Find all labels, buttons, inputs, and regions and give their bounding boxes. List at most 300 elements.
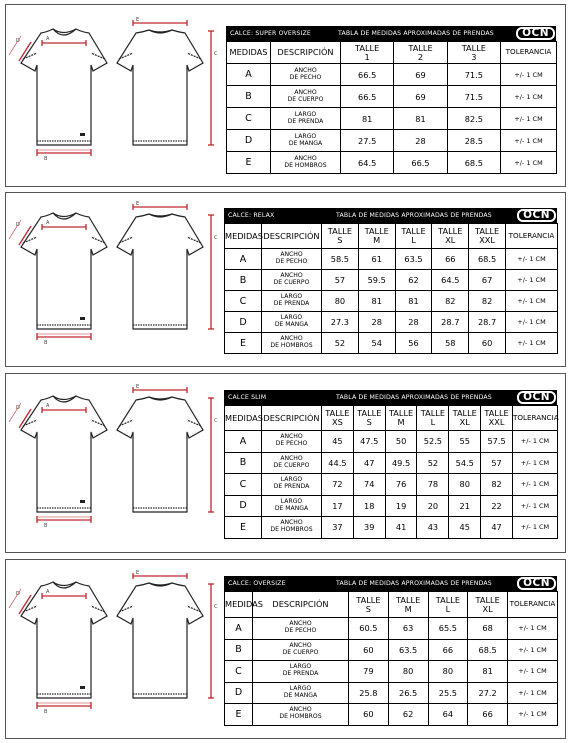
table-row: [225, 495, 558, 517]
diagram-label-b: B: [44, 339, 48, 346]
diagram-label-a: A: [46, 589, 50, 595]
measure-value: 22: [481, 495, 513, 517]
measure-description: [271, 64, 341, 86]
table-header-row: [225, 592, 558, 618]
size-label: XS: [332, 417, 343, 427]
diagram-label-e: E: [136, 200, 140, 207]
medidas-header: MEDIDAS: [225, 406, 262, 431]
talle-label: TALLE: [327, 226, 353, 237]
calce-label: CALCE: OVERSIZE: [228, 580, 286, 587]
calce-label: CALCE: RELAX: [228, 212, 275, 219]
tolerance-value: +/- 1 CM: [512, 495, 557, 517]
measure-description: [271, 108, 341, 130]
measure-value: 64: [428, 704, 468, 726]
measure-letter: A: [225, 431, 262, 453]
tolerance-value: +/- 1 CM: [512, 474, 557, 496]
measure-value: 28.5: [447, 130, 500, 152]
talle-label: TALLE: [357, 408, 382, 419]
tolerance-value: +/- 1 CM: [512, 452, 557, 474]
garment-diagrams: [6, 15, 221, 175]
size-header: [395, 224, 432, 249]
tolerance-value: +/- 1 CM: [500, 64, 556, 86]
diagram-label-a: A: [46, 35, 50, 42]
description-line-2: DE CUERPO: [273, 461, 310, 469]
measure-value: 28: [395, 312, 432, 333]
measure-letter: C: [225, 474, 262, 496]
size-header: [353, 406, 385, 431]
measure-value: 81: [341, 108, 394, 130]
table-header-row: [225, 224, 558, 249]
measure-value: 69: [394, 64, 447, 86]
size-label: 1: [364, 51, 370, 62]
measure-value: 81: [395, 291, 432, 312]
tolerance-value: +/- 1 CM: [505, 333, 557, 354]
measure-value: 68.5: [468, 639, 508, 661]
talle-label: TALLE: [364, 226, 389, 237]
size-header: [322, 224, 359, 249]
description-line-2: DE MANGA: [288, 139, 323, 147]
tolerance-value: +/- 1 CM: [512, 517, 557, 539]
measure-value: 81: [394, 108, 447, 130]
measure-value: 21: [449, 495, 481, 517]
measure-value: 52: [322, 333, 359, 354]
size-label: XL: [482, 603, 493, 614]
measure-value: 20: [417, 495, 449, 517]
table-header-bar: [224, 390, 557, 405]
measure-value: 47.5: [353, 431, 385, 453]
measure-value: 80: [322, 291, 359, 312]
measure-value: 63.5: [395, 249, 432, 270]
measure-value: 57: [481, 452, 513, 474]
size-table: [224, 591, 558, 726]
measure-value: 52: [417, 452, 449, 474]
talle-label: TALLE: [325, 408, 350, 419]
measure-letter: D: [227, 130, 271, 152]
measure-value: 45: [449, 517, 481, 539]
measure-value: 64.5: [432, 270, 469, 291]
measure-description: [271, 130, 341, 152]
measure-value: 57.5: [481, 431, 513, 453]
measure-value: 43: [417, 517, 449, 539]
measure-value: 68: [468, 618, 508, 640]
size-table: [224, 223, 558, 354]
measure-value: 50: [385, 431, 417, 453]
table-title: TABLA DE MEDIDAS APROXIMADAS DE PRENDAS: [336, 394, 492, 401]
diagram-label-a: A: [46, 219, 50, 226]
size-label: M: [404, 603, 412, 614]
measure-value: 66.5: [341, 86, 394, 108]
measure-value: 68.5: [469, 249, 506, 270]
tolerance-value: +/- 1 CM: [505, 312, 557, 333]
size-chart-panel: [5, 373, 566, 553]
measure-description: [262, 495, 322, 517]
measure-value: 65.5: [428, 618, 468, 640]
measure-value: 18: [353, 495, 385, 517]
measure-letter: B: [225, 639, 253, 661]
size-header: [417, 406, 449, 431]
diagram-label-c: C: [214, 418, 218, 424]
table-header-bar: [224, 208, 557, 223]
descripcion-header: DESCRIPCIÓN: [253, 592, 349, 618]
measure-letter: D: [225, 495, 262, 517]
size-label: S: [337, 235, 343, 245]
talle-label: TALLE: [484, 408, 509, 419]
ocn-logo: OCN: [517, 209, 556, 222]
talle-label: TALLE: [388, 408, 414, 419]
measure-letter: D: [225, 682, 253, 704]
talle-label: TALLE: [474, 226, 500, 237]
medidas-header: MEDIDAS: [227, 42, 271, 64]
measure-description: [262, 270, 322, 291]
description-line-1: LARGO: [294, 132, 317, 140]
size-table-block: [226, 26, 556, 174]
measure-description: [253, 661, 349, 683]
size-label: 3: [471, 51, 477, 62]
description-line-1: LARGO: [280, 293, 303, 301]
table-title: TABLA DE MEDIDAS APROXIMADAS DE PRENDAS: [336, 212, 492, 219]
measure-description: [253, 618, 349, 640]
tolerancia-header: TOLERANCIA: [505, 224, 557, 249]
size-label: L: [411, 235, 416, 245]
ocn-logo: OCN: [516, 27, 555, 40]
calce-label: CALCE: SUPER OVERSIZE: [230, 30, 311, 37]
measure-letter: A: [227, 64, 271, 86]
size-header: [349, 592, 389, 618]
measure-description: [262, 249, 322, 270]
descripcion-header: DESCRIPCIÓN: [262, 406, 322, 431]
measure-value: 59.5: [358, 270, 395, 291]
measure-value: 19: [385, 495, 417, 517]
size-header: [449, 406, 481, 431]
garment-diagram: [6, 199, 221, 359]
description-line-2: DE HOMBROS: [279, 713, 322, 721]
descripcion-header: DESCRIPCIÓN: [271, 42, 341, 64]
description-line-1: LARGO: [289, 663, 312, 671]
measure-value: 79: [349, 661, 389, 683]
talle-label: TALLE: [356, 594, 381, 605]
measure-letter: B: [227, 86, 271, 108]
table-row: [227, 86, 557, 108]
size-table-block: [224, 208, 557, 354]
measure-value: 28: [358, 312, 395, 333]
measure-value: 60: [469, 333, 506, 354]
measure-value: 80: [388, 661, 428, 683]
measure-letter: C: [225, 291, 262, 312]
measure-value: 71.5: [447, 86, 500, 108]
size-label: M: [397, 417, 405, 427]
talle-label: TALLE: [435, 594, 460, 605]
measure-value: 66: [432, 249, 469, 270]
tolerance-value: +/- 1 CM: [500, 108, 556, 130]
size-header: [468, 592, 508, 618]
table-row: [225, 704, 558, 726]
measure-description: [271, 86, 341, 108]
measure-letter: E: [225, 517, 262, 539]
talle-label: TALLE: [438, 226, 463, 237]
table-row: [225, 474, 558, 496]
measure-description: [262, 333, 322, 354]
measure-value: 28: [394, 130, 447, 152]
size-header: [388, 592, 428, 618]
tolerance-value: +/- 1 CM: [508, 682, 558, 704]
measure-value: 58: [432, 333, 469, 354]
measure-value: 39: [353, 517, 385, 539]
measure-value: 26.5: [388, 682, 428, 704]
measure-value: 78: [417, 474, 449, 496]
size-label: XL: [445, 235, 456, 245]
measure-value: 82: [481, 474, 513, 496]
description-line-1: LARGO: [280, 314, 303, 322]
talle-label: TALLE: [401, 226, 426, 237]
measure-value: 62: [395, 270, 432, 291]
table-row: [225, 312, 558, 333]
description-line-1: ANCHO: [280, 454, 303, 462]
description-line-2: DE PECHO: [275, 258, 308, 265]
back-tshirt-icon: [117, 583, 203, 698]
diagram-label-d: D: [16, 405, 20, 411]
garment-diagrams: [6, 199, 221, 359]
measure-value: 56: [395, 333, 432, 354]
measure-letter: B: [225, 270, 262, 291]
diagram-label-e: E: [136, 384, 140, 390]
measure-description: [253, 704, 349, 726]
table-row: [225, 291, 558, 312]
description-line-1: ANCHO: [289, 620, 312, 628]
description-line-1: ANCHO: [280, 519, 303, 527]
description-line-1: LARGO: [280, 476, 303, 484]
table-row: [225, 517, 558, 539]
measure-letter: C: [227, 108, 271, 130]
garment-diagram: [6, 382, 221, 542]
diagram-label-c: C: [214, 604, 218, 610]
description-line-1: LARGO: [280, 497, 303, 505]
table-row: [225, 270, 558, 291]
table-header-bar: [224, 576, 557, 591]
measure-value: 54: [358, 333, 395, 354]
talle-label: TALLE: [355, 42, 380, 53]
measure-value: 66: [428, 639, 468, 661]
diagram-label-e: E: [136, 16, 140, 23]
measure-value: 68.5: [447, 152, 500, 174]
description-line-2: DE CUERPO: [273, 279, 310, 286]
description-line-1: ANCHO: [289, 706, 312, 714]
garment-diagrams: [6, 568, 221, 728]
size-label: L: [430, 417, 436, 427]
garment-diagram: [6, 568, 221, 728]
size-label: L: [445, 603, 451, 614]
measure-value: 47: [481, 517, 513, 539]
description-line-1: ANCHO: [294, 88, 317, 96]
measure-description: [271, 152, 341, 174]
tolerance-value: +/- 1 CM: [500, 86, 556, 108]
size-label: XL: [459, 417, 470, 427]
table-row: [225, 618, 558, 640]
table-row: [227, 108, 557, 130]
description-line-1: ANCHO: [280, 433, 303, 441]
measure-description: [253, 682, 349, 704]
ocn-logo: OCN: [517, 577, 556, 590]
diagram-label-b: B: [44, 709, 48, 715]
tolerance-value: +/- 1 CM: [508, 618, 558, 640]
measure-value: 41: [385, 517, 417, 539]
measure-value: 49.5: [385, 452, 417, 474]
measure-value: 66: [468, 704, 508, 726]
diagram-label-d: D: [16, 591, 20, 597]
diagram-label-c: C: [214, 50, 218, 57]
measure-value: 25.8: [349, 682, 389, 704]
measure-value: 67: [469, 270, 506, 291]
measure-letter: E: [225, 333, 262, 354]
measure-value: 61: [358, 249, 395, 270]
description-line-2: DE PRENDA: [273, 483, 310, 491]
size-header: [358, 224, 395, 249]
talle-label: TALLE: [408, 42, 433, 53]
medidas-header: MEDIDAS: [225, 224, 262, 249]
tolerance-value: +/- 1 CM: [505, 270, 557, 291]
size-header: [341, 42, 394, 64]
size-label: S: [365, 603, 371, 614]
tolerance-value: +/- 1 CM: [500, 130, 556, 152]
measure-description: [253, 639, 349, 661]
diagram-label-d: D: [16, 37, 20, 44]
measure-value: 45: [322, 431, 354, 453]
size-table-block: [224, 576, 557, 726]
size-header: [394, 42, 447, 64]
description-line-2: DE PECHO: [275, 440, 308, 448]
talle-label: TALLE: [420, 408, 446, 419]
measure-value: 47: [353, 452, 385, 474]
measure-letter: A: [225, 249, 262, 270]
measure-value: 80: [428, 661, 468, 683]
measure-value: 52.5: [417, 431, 449, 453]
size-header: [322, 406, 354, 431]
table-row: [225, 682, 558, 704]
measure-value: 81: [358, 291, 395, 312]
front-tshirt-icon: [21, 29, 107, 145]
description-line-2: DE HOMBROS: [284, 161, 327, 169]
talle-label: TALLE: [452, 408, 477, 419]
size-table: [224, 405, 558, 539]
measure-value: 60.5: [349, 618, 389, 640]
table-row: [225, 333, 558, 354]
measure-value: 60: [349, 639, 389, 661]
tolerance-value: +/- 1 CM: [505, 249, 557, 270]
diagram-label-c: C: [214, 234, 218, 241]
measure-value: 82: [469, 291, 506, 312]
diagram-label-a: A: [46, 403, 50, 409]
table-header-row: [225, 406, 558, 431]
measure-description: [262, 517, 322, 539]
measure-value: 81: [468, 661, 508, 683]
size-header: [428, 592, 468, 618]
measure-value: 27.3: [322, 312, 359, 333]
size-table-block: [224, 390, 557, 539]
description-line-1: LARGO: [294, 110, 317, 118]
table-header-bar: [226, 26, 556, 41]
measure-value: 37: [322, 517, 354, 539]
back-tshirt-icon: [117, 214, 203, 329]
size-header: [447, 42, 500, 64]
measure-description: [262, 452, 322, 474]
tolerancia-header: TOLERANCIA: [500, 42, 556, 64]
measure-value: 25.5: [428, 682, 468, 704]
table-row: [225, 639, 558, 661]
size-chart-panel: [5, 192, 566, 367]
measure-value: 44.5: [322, 452, 354, 474]
diagram-label-e: E: [136, 570, 140, 576]
measure-value: 66.5: [394, 152, 447, 174]
measure-value: 76: [385, 474, 417, 496]
measure-value: 82.5: [447, 108, 500, 130]
calce-label: CALCE SLIM: [228, 394, 267, 401]
measure-letter: D: [225, 312, 262, 333]
measure-letter: C: [225, 661, 253, 683]
talle-label: TALLE: [461, 42, 486, 53]
measure-value: 28.7: [432, 312, 469, 333]
measure-value: 58.5: [322, 249, 359, 270]
size-header: [432, 224, 469, 249]
description-line-2: DE PECHO: [284, 627, 317, 635]
front-tshirt-icon: [21, 213, 107, 329]
measure-value: 69: [394, 86, 447, 108]
table-row: [225, 452, 558, 474]
size-label: XXL: [479, 235, 495, 245]
table-row: [225, 431, 558, 453]
measure-description: [262, 291, 322, 312]
measure-value: 74: [353, 474, 385, 496]
size-label: S: [366, 417, 372, 427]
description-line-2: DE CUERPO: [282, 648, 319, 656]
front-tshirt-icon: [21, 582, 107, 698]
measure-value: 60: [349, 704, 389, 726]
tolerance-value: +/- 1 CM: [505, 291, 557, 312]
measure-letter: B: [225, 452, 262, 474]
table-row: [225, 661, 558, 683]
measure-value: 71.5: [447, 64, 500, 86]
description-line-2: DE MANGA: [274, 504, 309, 512]
measure-description: [262, 312, 322, 333]
table-row: [225, 249, 558, 270]
description-line-2: DE PRENDA: [273, 300, 310, 307]
description-line-2: DE MANGA: [274, 321, 309, 328]
size-label: M: [373, 235, 381, 245]
measure-value: 28.7: [469, 312, 506, 333]
tolerance-value: +/- 1 CM: [500, 152, 556, 174]
tolerancia-header: TOLERANCIA: [508, 592, 558, 618]
diagram-label-b: B: [44, 523, 48, 529]
tolerance-value: +/- 1 CM: [512, 431, 557, 453]
descripcion-header: DESCRIPCIÓN: [262, 224, 322, 249]
table-title: TABLA DE MEDIDAS APROXIMADAS DE PRENDAS: [338, 30, 494, 37]
measure-value: 64.5: [341, 152, 394, 174]
description-line-2: DE MANGA: [283, 691, 318, 699]
tolerancia-header: TOLERANCIA: [512, 406, 557, 431]
size-header: [385, 406, 417, 431]
measure-value: 57: [322, 270, 359, 291]
size-header: [481, 406, 513, 431]
ocn-logo: OCN: [517, 391, 556, 404]
measure-value: 80: [449, 474, 481, 496]
tolerance-value: +/- 1 CM: [508, 661, 558, 683]
measure-value: 55: [449, 431, 481, 453]
measure-description: [262, 431, 322, 453]
size-table: [226, 41, 557, 174]
garment-diagram: [6, 15, 221, 175]
diagram-label-d: D: [16, 221, 20, 228]
size-label: 2: [417, 51, 424, 62]
tolerance-value: +/- 1 CM: [508, 639, 558, 661]
measure-value: 82: [432, 291, 469, 312]
